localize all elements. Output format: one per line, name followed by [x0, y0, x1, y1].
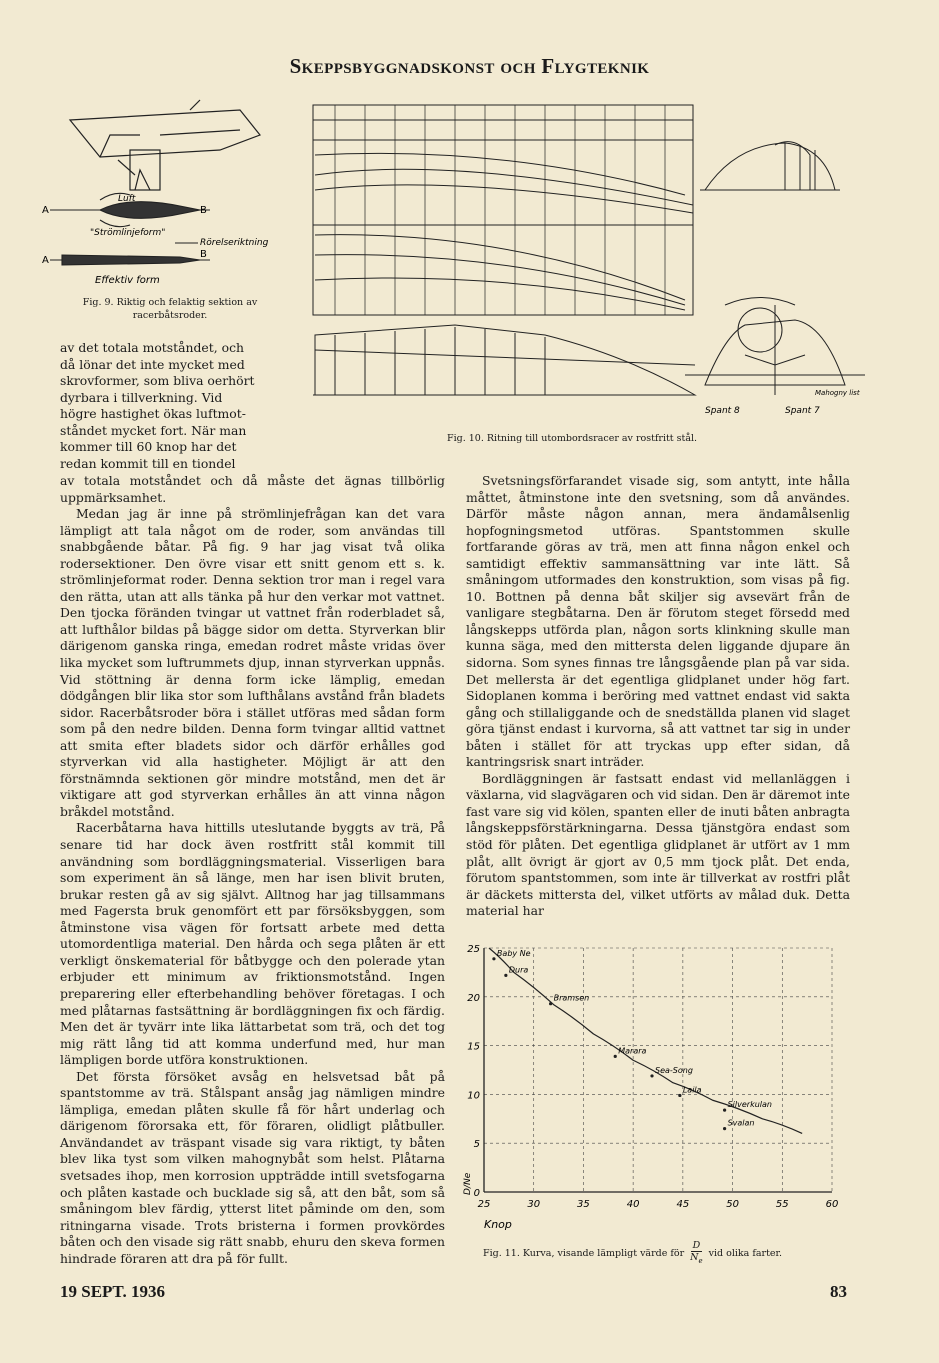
col1-paragraph: av totala motståndet och då måste det ägnas tillbörlig uppmärksamhet. — [60, 473, 445, 505]
data-point — [492, 957, 495, 960]
data-point — [723, 1108, 726, 1111]
col1-body — [60, 473, 445, 1267]
col2-paragraph: Svetsningsförfarandet visade sig, som antytt, inte hålla måttet, åtminstone inte den svetsning, som då användes. Därför måste någon annan, mera ändamålsenlig hopfogningsmetod utföras. Spantstommen skulle fortfarande göras av trä, men att finna någon enkel och samtidigt effektiv sammansättning var inte lätt. Så småningom utformades den konstruktion, som visas på fig. 10. Bottnen på denna båt skiljer sig avsevärt från de vanligare stegbåtarna. Den är förutom steget försedd med långskepps utförda plan, någon sorts klinkning skulle man kunna säga, med den mittersta delen liggande djupare än sidorna. Som synes finnas tre långsgående plan på var sida. Det mellersta är det egentliga glidplanet under hög fart. Sidoplanen komma i beröring med vattnet endast vid sakta gång och stillaliggande och de snedställda planen vid slaget göra tjänst endast i kurvorna, så att vattnet tar sig in under båten i stället för att tryckas upp efter sidan, då kantringsrisk snart inträder. — [466, 473, 850, 770]
col2-paragraph: Bordläggningen är fastsatt endast vid mellanläggen i växlarna, vid slagvägaren och vid sidan. Den är däremot inte fast vare sig vid kölen, spanten eller de inuti båten anbragta långskeppsförstärkningarna. Dessa tjänstgöra endast som stöd för plåten. Det egentliga glidplanet är utfört av 1 mm plåt, allt övrigt är gjort av 0,5 mm tjock plåt. Det enda, förutom spantstommen, som inte är tillverkat av rostfri plåt är däckets mittersta del, vilket utförts av målad duk. Detta material har — [466, 770, 850, 919]
col1-intro-line-7: redan kommit till en tiondel — [60, 455, 236, 471]
data-point — [678, 1094, 681, 1097]
fig11-chart — [462, 940, 852, 1240]
data-label: Dura — [508, 965, 529, 975]
col1-intro-line-6: kommer till 60 knop har det — [60, 439, 237, 455]
x-tick-label: 40 — [626, 1199, 640, 1210]
y-tick-label: 25 — [467, 944, 480, 955]
x-tick-label: 50 — [726, 1199, 739, 1210]
col1-paragraph: Medan jag är inne på strömlinjefrågan kan det vara lämpligt att tala något om de roder, som användas till snabbgående båtar. På fig. 9 har jag visat två olika rodersektioner. Den övre visar ett snitt genom ett s. k. strömlinjeformat roder. Denna sektion tror man i regel vara den rätta, utan att alls tänka på hur den verkar mot vattnet. Den tjocka föränden tvingar ut vattnet från roderbladet så, att lufthålor bildas på bägge sidor om detta. Styrverkan blir därigenom ganska ringa, emedan rodret måste vridas över lika mycket som luftrummets djup, innan styrverkan uppnås. Vid stöttning är denna form icke lämplig, emedan dödgången blir lika stor som lufthålans avstånd från bladets sidor. Racerbåtsroder böra i stället utföras med sådan form som på den nedre bilden. Denna form tvingar alltid vattnet att smita efter bladets sidor och därför erhålles god styrverkan vid alla hastigheter. Möjligt är att den förstnämnda sektionen gör mindre motstånd, men det är viktigare att god styrverkan erhålles än att vinna någon bråkdel motstånd. — [60, 506, 445, 819]
fig9-label-luft: Luft — [118, 194, 136, 204]
col1-intro — [60, 340, 275, 472]
fig11-caption-fraction — [690, 1240, 702, 1267]
fig9-label-effektiv-form: Effektiv form — [95, 275, 160, 286]
x-tick-label: 35 — [577, 1199, 590, 1210]
fig9-label-b1: B — [200, 205, 207, 216]
y-tick-label: 15 — [467, 1041, 480, 1053]
data-label: Silverkulan — [727, 1100, 772, 1110]
col1-paragraph: Det första försöket avsåg en helsvetsad båt på spantstomme av trä. Stålspant ansåg jag nämligen mindre lämpliga, emedan plåten skulle få för hårt underlag och därigenom förorsaka ett, för föraren, olidligt plåtbuller. Användandet av träspant visade sig vara riktigt, ty båten blev lika tyst som vilken mahognybåt som helst. Plåtarna svetsades ihop, men korrosion uppträdde intill svetsfogarna och plåten kastade och bucklade sig så, att den båt, som så småningom blev färdig, ytterst litet påminde om den, som ritningarna visade. Trots bristerna i formen provkördes båten och den visade sig rätt snabb, ehuru den skeva formen hindrade föraren att dra på för fullt. — [60, 1068, 445, 1266]
x-tick-label: 45 — [676, 1199, 690, 1210]
fig9-label-a1: A — [42, 205, 49, 216]
col1-intro-line-3: dyrbara i tillverkning. Vid — [60, 389, 223, 405]
data-point — [549, 1002, 552, 1005]
col1-intro-line-4: högre hastighet ökas luftmot- — [60, 406, 246, 422]
data-point — [504, 974, 507, 977]
data-label: Svalan — [727, 1118, 755, 1128]
x-tick-label: 55 — [775, 1199, 789, 1210]
fig10-boat-drawing — [305, 95, 895, 425]
fig10-label-mahogny: Mahogny list — [815, 389, 860, 397]
fig9-label-b2: B — [200, 249, 207, 260]
fig11-ylabel: D/Ne — [463, 1172, 473, 1195]
y-tick-label: 0 — [473, 1188, 480, 1199]
data-label: Baby Ne — [496, 948, 531, 958]
data-label: Bramsen — [553, 993, 590, 1003]
fig11-caption-denominator — [690, 1252, 702, 1267]
col1-paragraph: Racerbåtarna hava hittills uteslutande byggts av trä, På senare tid har dock även rostfritt stål kommit till användning som bordläggningsmaterial. Visserligen bara som experiment än så länge, men har isen blivit bruten, brukar resten gå av sig självt. Alltnog har jag tillsammans med Fagersta bruk genomfört ett par försöksbyggen, som åtminstone visa vägen för fortsatt arbete med detta utomordentliga material. Den hårda och sega plåten är ett verkligt önskematerial för båtbygge och den polerade ytan erbjuder ett minimum av friktionsmotstånd. Ingen preparering eller efterbehandling behöver företagas. I och med plåtarnas fastsättning är bordläggningen fix och färdig. Men det är tyvärr inte lika lättarbetat som trä, och det tog mig rätt lång tid att komma underfund med, hur man lämpligen borde utföra konstruktionen. — [60, 820, 445, 1068]
fig11-caption — [483, 1240, 843, 1267]
fig10-label-spant7: Spant 7 — [785, 406, 820, 416]
fig9-label-rorelseriktning: Rörelseriktning — [200, 238, 269, 248]
fig11-caption-post: vid olika farter. — [708, 1247, 783, 1259]
fig9-label-stromlinjeform: "Strömlinjeform" — [90, 228, 166, 238]
fig10-label-spant8: Spant 8 — [705, 406, 740, 416]
x-tick-label: 30 — [527, 1199, 541, 1210]
fig9-caption: Fig. 9. Riktig och felaktig sektion av racerbåtsroder. — [82, 297, 258, 321]
data-point — [614, 1055, 617, 1058]
col1-intro-line-0: av det totala motståndet, och — [60, 340, 244, 355]
y-tick-label: 10 — [467, 1090, 480, 1102]
fig11-caption-den-n: N — [690, 1252, 699, 1263]
fig10-caption: Fig. 10. Ritning till utombordsracer av rostfritt stål. — [447, 433, 698, 444]
fig11-xlabel: Knop — [484, 1218, 512, 1231]
data-point — [650, 1074, 653, 1077]
y-tick-label: 5 — [473, 1139, 480, 1151]
x-tick-label: 60 — [825, 1199, 839, 1210]
x-tick-label: 25 — [477, 1199, 491, 1210]
fig11-caption-pre: Fig. 11. Kurva, visande lämpligt värde för — [483, 1247, 685, 1259]
col1-intro-line-1: då lönar det inte mycket med — [60, 356, 245, 372]
fig9-rudder-sections — [40, 95, 300, 295]
col1-intro-line-2: skrovformer, som bliva oerhört — [60, 373, 255, 389]
data-label: Sea-Song — [655, 1065, 693, 1075]
data-label: Laila — [682, 1085, 702, 1095]
col1-intro-line-5: ståndet mycket fort. När man — [60, 422, 247, 438]
page-header: Skeppsbyggnadskonst och Flygteknik — [289, 54, 650, 78]
data-label: Marara — [618, 1046, 647, 1056]
fig9-label-a2: A — [42, 255, 49, 266]
fig11-caption-den-sub: e — [698, 1256, 703, 1265]
col2-body — [466, 473, 850, 920]
y-tick-label: 20 — [467, 992, 480, 1004]
fig11-caption-numerator: D — [692, 1240, 701, 1251]
footer-date: 19 SEPT. 1936 — [60, 1282, 166, 1301]
data-point — [723, 1127, 726, 1130]
footer-page-number: 83 — [830, 1282, 847, 1301]
